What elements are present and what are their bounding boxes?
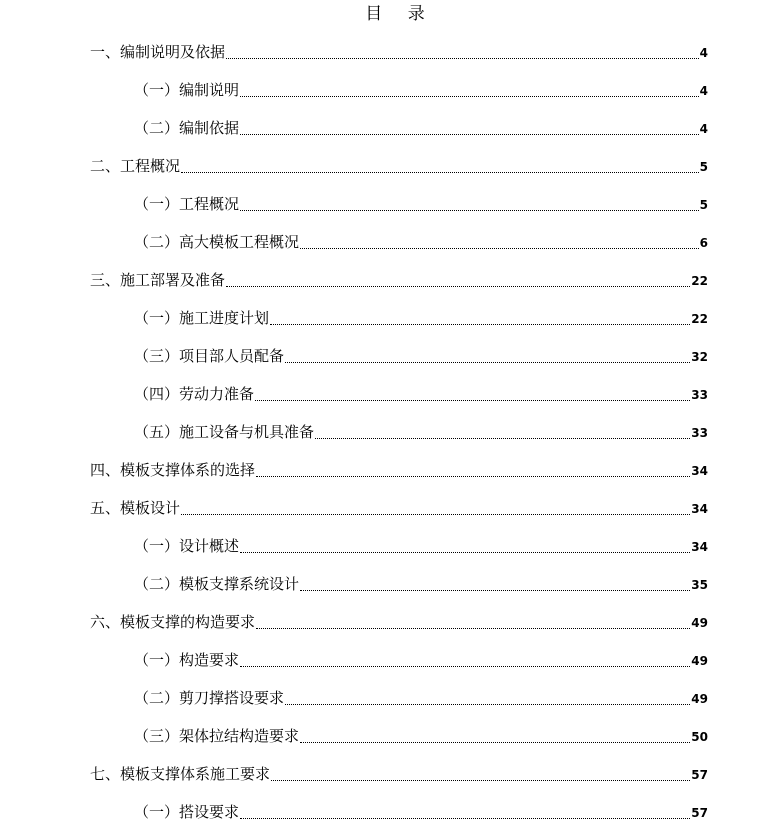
- toc-entry-page-number: 4: [699, 46, 708, 60]
- dot-leader: [181, 513, 690, 515]
- toc-entry-page-number: 49: [691, 616, 708, 630]
- dot-leader: [240, 817, 690, 819]
- toc-entry-page-number: 35: [691, 578, 708, 592]
- toc-entry-page-number: 33: [691, 388, 708, 402]
- toc-entry-chapter[interactable]: [0, 147, 780, 185]
- toc-entry-label: 六、模板支撑的构造要求: [90, 613, 256, 631]
- dot-leader: [300, 589, 690, 591]
- dot-leader: [226, 57, 699, 59]
- toc-entry-page-number: 32: [691, 350, 708, 364]
- toc-entry-chapter[interactable]: [0, 261, 780, 299]
- toc-entry-section[interactable]: [0, 337, 780, 375]
- toc-entry-chapter[interactable]: [0, 755, 780, 793]
- toc-entry-page-number: 4: [699, 122, 708, 136]
- dot-leader: [300, 741, 690, 743]
- toc-entry-page-number: 22: [691, 312, 708, 326]
- toc-entry-label: （五）施工设备与机具准备: [134, 423, 315, 441]
- toc-entry-label: （一）搭设要求: [134, 803, 240, 821]
- toc-entry-label: 七、模板支撑体系施工要求: [90, 765, 271, 783]
- toc-entry-section[interactable]: [0, 717, 780, 755]
- toc-entry-label: 二、工程概况: [90, 157, 181, 175]
- toc-entry-page-number: 57: [691, 768, 708, 782]
- dot-leader: [270, 323, 690, 325]
- toc-entry-page-number: 5: [699, 160, 708, 174]
- dot-leader: [315, 437, 690, 439]
- dot-leader: [240, 551, 690, 553]
- toc-entry-page-number: 49: [691, 654, 708, 668]
- toc-entry-section[interactable]: [0, 641, 780, 679]
- toc-entry-label: （二）剪刀撑搭设要求: [134, 689, 285, 707]
- dot-leader: [300, 247, 699, 249]
- toc-entry-page-number: 33: [691, 426, 708, 440]
- toc-entry-label: 五、模板设计: [90, 499, 181, 517]
- dot-leader: [240, 209, 699, 211]
- dot-leader: [240, 95, 699, 97]
- dot-leader: [255, 399, 690, 401]
- toc-entry-section[interactable]: [0, 413, 780, 451]
- dot-leader: [240, 665, 690, 667]
- toc-entry-label: 一、编制说明及依据: [90, 43, 226, 61]
- toc-entry-section[interactable]: [0, 565, 780, 603]
- toc-entry-section[interactable]: [0, 71, 780, 109]
- dot-leader: [271, 779, 690, 781]
- toc-entry-section[interactable]: [0, 223, 780, 261]
- toc-entry-label: （四）劳动力准备: [134, 385, 255, 403]
- toc-entry-page-number: 57: [691, 806, 708, 820]
- toc-entry-label: （三）架体拉结构造要求: [134, 727, 300, 745]
- toc-entry-label: （二）编制依据: [134, 119, 240, 137]
- toc-entry-label: 三、施工部署及准备: [90, 271, 226, 289]
- dot-leader: [285, 703, 690, 705]
- toc-list: [0, 33, 780, 831]
- toc-entry-section[interactable]: [0, 527, 780, 565]
- toc-entry-label: （三）项目部人员配备: [134, 347, 285, 365]
- toc-entry-page-number: 49: [691, 692, 708, 706]
- toc-entry-label: （一）施工进度计划: [134, 309, 270, 327]
- toc-entry-chapter[interactable]: [0, 603, 780, 641]
- dot-leader: [240, 133, 699, 135]
- toc-entry-page-number: 4: [699, 84, 708, 98]
- toc-entry-page-number: 34: [691, 502, 708, 516]
- toc-entry-label: （一）设计概述: [134, 537, 240, 555]
- toc-entry-page-number: 5: [699, 198, 708, 212]
- toc-title: 目 录: [365, 4, 435, 24]
- toc-entry-section[interactable]: [0, 793, 780, 831]
- toc-entry-label: 四、模板支撑体系的选择: [90, 461, 256, 479]
- toc-entry-page-number: 50: [691, 730, 708, 744]
- toc-entry-section[interactable]: [0, 375, 780, 413]
- toc-entry-page-number: 34: [691, 464, 708, 478]
- toc-entry-section[interactable]: [0, 299, 780, 337]
- toc-entry-page-number: 22: [691, 274, 708, 288]
- toc-entry-chapter[interactable]: [0, 489, 780, 527]
- toc-entry-label: （一）工程概况: [134, 195, 240, 213]
- toc-entry-label: （一）构造要求: [134, 651, 240, 669]
- dot-leader: [285, 361, 690, 363]
- toc-entry-page-number: 6: [699, 236, 708, 250]
- toc-entry-chapter[interactable]: [0, 451, 780, 489]
- dot-leader: [256, 475, 690, 477]
- toc-entry-page-number: 34: [691, 540, 708, 554]
- toc-entry-label: （二）模板支撑系统设计: [134, 575, 300, 593]
- toc-entry-section[interactable]: [0, 679, 780, 717]
- toc-entry-section[interactable]: [0, 185, 780, 223]
- toc-entry-section[interactable]: [0, 109, 780, 147]
- toc-entry-chapter[interactable]: [0, 33, 780, 71]
- dot-leader: [181, 171, 699, 173]
- dot-leader: [226, 285, 690, 287]
- dot-leader: [256, 627, 690, 629]
- toc-entry-label: （二）高大模板工程概况: [134, 233, 300, 251]
- toc-entry-label: （一）编制说明: [134, 81, 240, 99]
